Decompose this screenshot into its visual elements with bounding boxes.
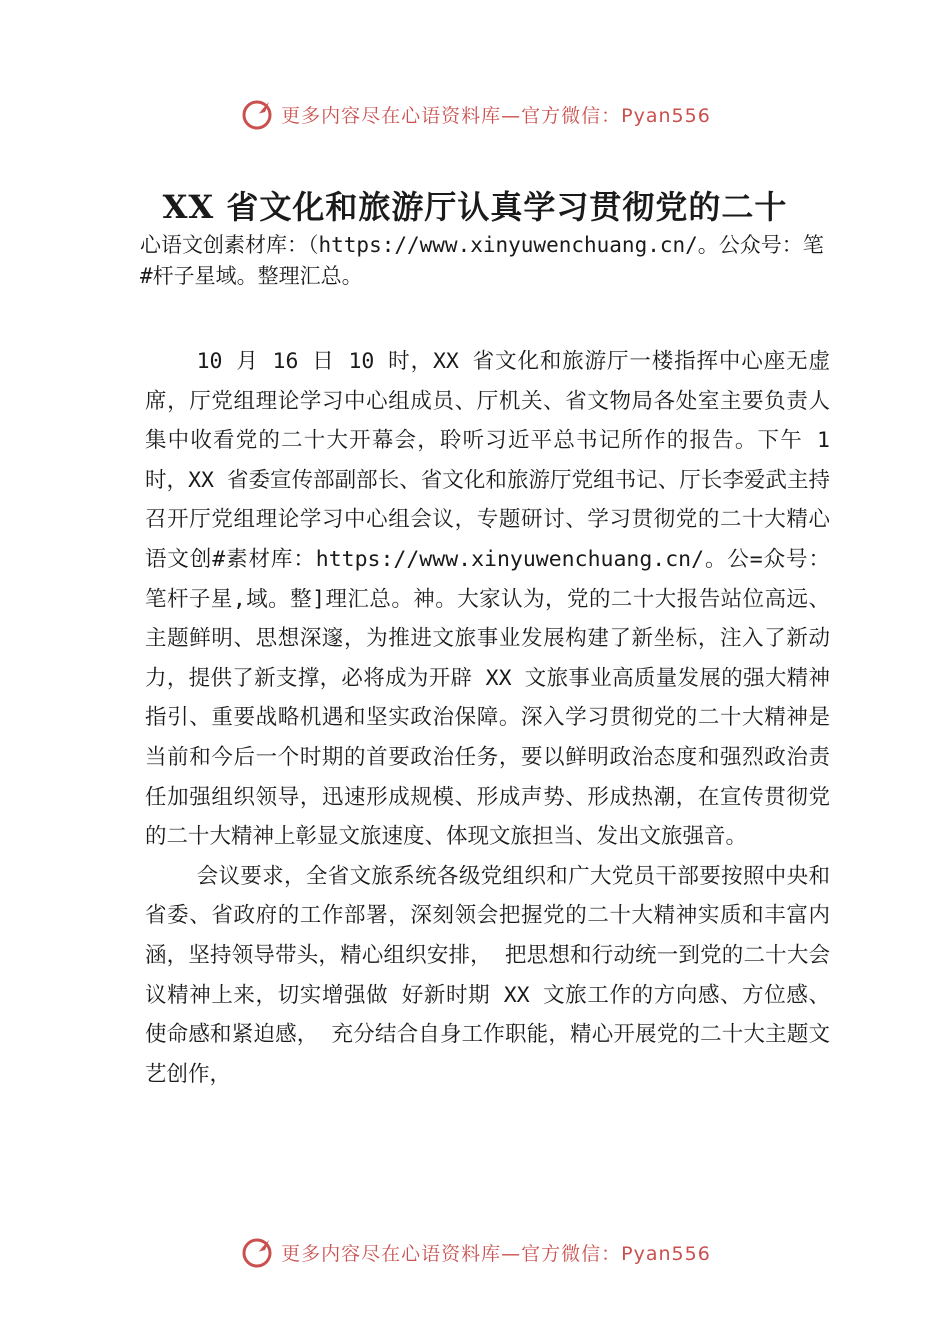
- footer-banner: [0, 1230, 950, 1274]
- source-note: 心语文创素材库：（https://www.xinyuwenchuang.cn/。公众号：笔#杆子星域。整理汇总。: [140, 233, 824, 288]
- header-banner: [0, 92, 950, 136]
- banner-slogan: 更多内容尽在心语资料库—官方微信：: [281, 104, 622, 127]
- banner-text: [281, 1239, 711, 1266]
- document-body: [145, 342, 830, 1094]
- paragraph: 10 月 16 日 10 时，XX 省文化和旅游厅一楼指挥中心座无虚席，厅党组理论学习中心组成员、厅机关、省文物局各处室主要负责人集中收看党的二十大开幕会，聆听习近平总书记所作的报告。下午 1 时，XX 省委宣传部副部长、省文化和旅游厅党组书记、厅长李爱武主持召开厅党组理论学习中心组会议，专题研讨、学习贯彻党的二十大精心语文创#素材库：https://www.xinyuwenchuang.cn/。公=众号：笔杆子星,域。整]理汇总。神。大家认为，党的二十大报告站位高远、主题鲜明、思想深邃，为推进文旅事业发展构建了新坐标，注入了新动力，提供了新支撑，必将成为开辟 XX 文旅事业高质量发展的强大精神指引、重要战略机遇和坚实政治保障。深入学习贯彻党的二十大精神是当前和今后一个时期的首要政治任务，要以鲜明政治态度和强烈政治责任加强组织领导，迅速形成规模、形成声势、形成热潮，在宣传贯彻党的二十大精神上彰显文旅速度、体现文旅担当、发出文旅强音。: [145, 349, 830, 850]
- paragraph: 会议要求，全省文旅系统各级党组织和广大党员干部要按照中央和省委、省政府的工作部署，深刻领会把握党的二十大精神实质和丰富内涵，坚持领导带头，精心组织安排， 把思想和行动统一到党的二十大会议精神上来，切实增强做 好新时期 XX 文旅工作的方向感、方位感、使命感和紧迫感， 充分结合自身工作职能，精心开展党的二十大主题文艺创作，: [145, 863, 830, 1087]
- banner-slogan: 更多内容尽在心语资料库—官方微信：: [281, 1242, 622, 1265]
- banner-wechat-id: Pyan556: [621, 104, 711, 127]
- banner-wechat-id: Pyan556: [621, 1242, 711, 1265]
- quill-pen-logo-icon: [239, 1234, 275, 1270]
- banner-text: [281, 101, 711, 128]
- quill-pen-logo-icon: [239, 96, 275, 132]
- document-title: XX 省文化和旅游厅认真学习贯彻党的二十: [162, 188, 788, 226]
